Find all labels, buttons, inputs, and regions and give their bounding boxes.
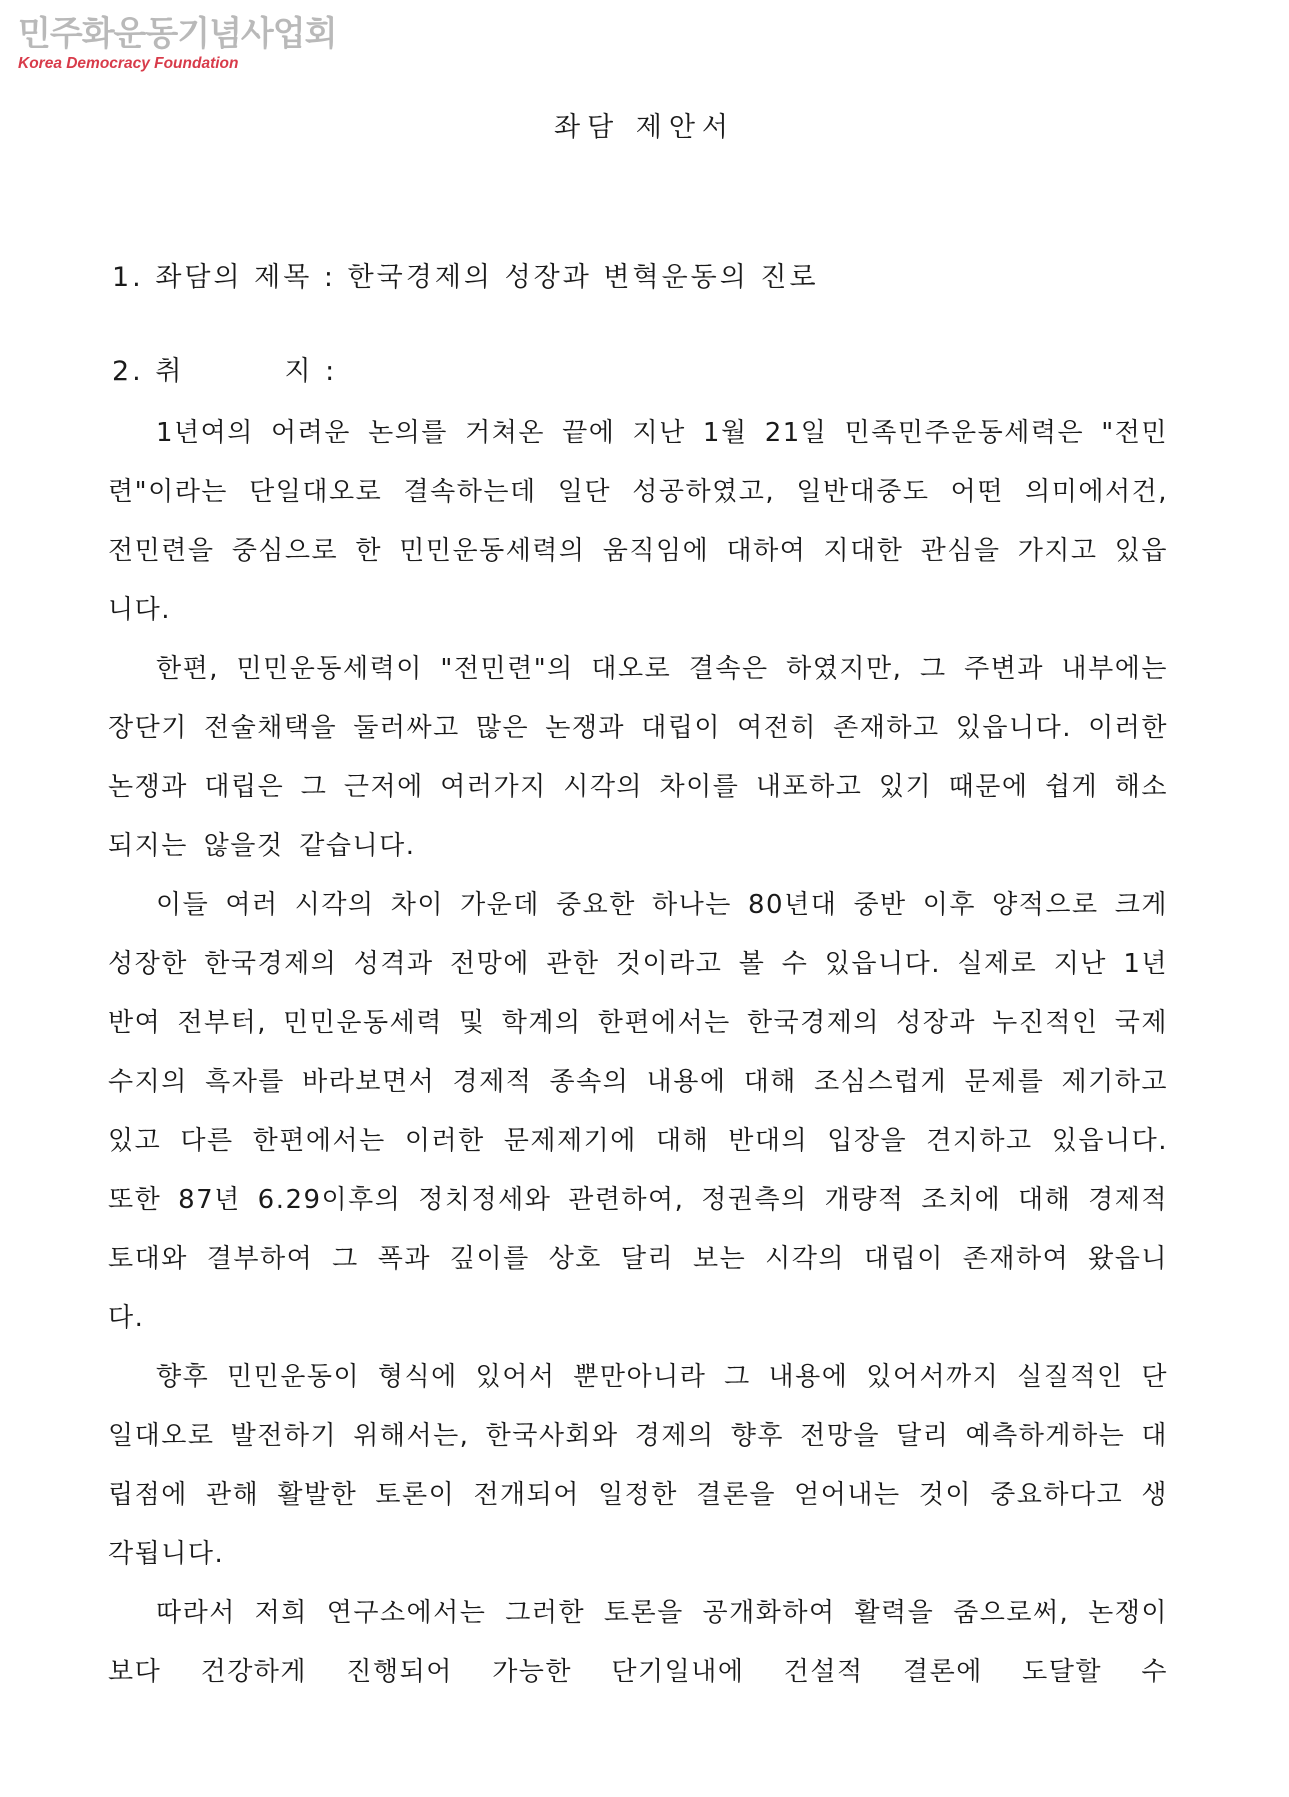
document-title: 좌담 제안서 [554,112,735,143]
paragraph-3: 이들 여러 시각의 차이 가운데 중요한 하나는 80년대 중반 이후 양적으로 크게 성장한 한국경제의 성격과 전망에 관한 것이라고 볼 수 있읍니다. 실제로 지난 1년반여 전부터, 민민운동세력 및 학계의 한편에서는 한국경제의 성장과 누진적인 국제 수지의 흑자를 바라보면서 경제적 종속의 내용에 대해 조심스럽게 문제를 제기하고 있고 다른 한편에서는 이러한 문제제기에 대해 반대의 입장을 견지하고 있읍니다. 또한 87년 6.29이후의 정치정세와 관련하여, 정권측의 개량적 조치에 대해 경제적 토대와 결부하여 그 폭과 깊이를 상호 달리 보는 시각의 대립이 존재하여 왔읍니다. [108,890,1168,1333]
paragraph-4: 향후 민민운동이 형식에 있어서 뿐만아니라 그 내용에 있어서까지 실질적인 단일대오로 발전하기 위해서는, 한국사회와 경제의 향후 전망을 달리 예측하게하는 대립점에 관해 활발한 토론이 전개되어 일정한 결론을 얻어내는 것이 중요하다고 생각됩니다. [108,1362,1168,1569]
item-1-title-heading: 1. 좌담의 제목 : 한국경제의 성장과 변혁운동의 진로 [112,262,819,293]
watermark-english-name: Korea Democracy Foundation [18,55,239,72]
item-2-label-tail: 지 : [284,356,338,387]
item-2-purpose-heading [112,352,337,392]
paragraph-1: 1년여의 어려운 논의를 거쳐온 끝에 지난 1월 21일 민족민주운동세력은 "전민련"이라는 단일대오로 결속하는데 일단 성공하였고, 일반대중도 어떤 의미에서건, 전민련을 중심으로 한 민민운동세력의 움직임에 대하여 지대한 관심을 가지고 있읍니다. [108,418,1168,625]
paragraph-5: 따라서 저희 연구소에서는 그러한 토론을 공개화하여 활력을 줌으로써, 논쟁이 보다 건강하게 진행되어 가능한 단기일내에 건설적 결론에 도달할 수 [108,1598,1168,1687]
purpose-body [108,404,1168,1702]
watermark-korean-name: 민주화운동기념사업회 [18,14,337,54]
paragraph-2: 한편, 민민운동세력이 "전민련"의 대오로 결속은 하였지만, 그 주변과 내부에는 장단기 전술채택을 둘러싸고 많은 논쟁과 대립이 여전히 존재하고 있읍니다. 이러한 논쟁과 대립은 그 근저에 여러가지 시각의 차이를 내포하고 있기 때문에 쉽게 해소되지는 않을것 같습니다. [108,654,1168,861]
foundation-watermark [18,14,336,74]
item-2-label: 2. 취 [112,356,185,387]
